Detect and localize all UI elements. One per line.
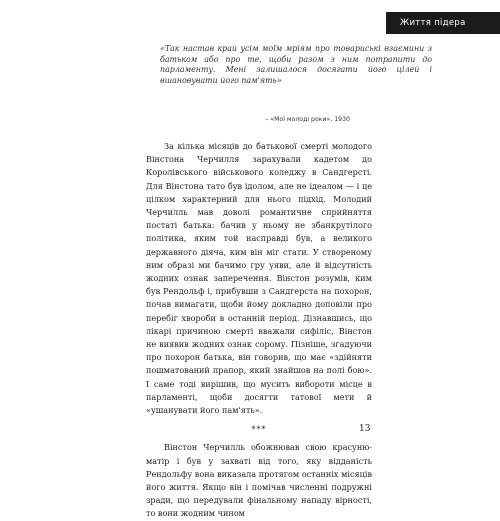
page-number: 13 xyxy=(359,424,371,434)
epigraph-source: – «Мої молоді роки», 1930 xyxy=(265,116,350,123)
body-text xyxy=(146,140,372,521)
paragraph-1: За кілька місяців до батькової смерті молодого Вінстона Черчилля зарахували кадетом до Королівського військового коледжу в Сандгерсті. Для Вінстона тато був ідолом, але не ідеалом — і це цілком характерний для нього підхід. Молодий Черчилль мав доволі романтичне сприйняття постаті батька: бачив у ньому не збанкрутілого політика, яким той насправді був, а великого державного діяча, ким він міг стати. У створеному ним образі ми бачимо гру уяви, але й відсутність жодних ознак заперечення. Вінстон розумів, ким був Рендольф і, прибувши з Сандгерста на похорон, почав вимагати, щоби йому докладно доповіли про перебіг хвороби в останній період. Дізнавшись, що лікарі причиною смерті вважали сифіліс, Вінстон не виявив жодних ознак сорому. Пізніше, згадуючи про похорон батька, він говорив, що має «здійняти пошматований прапор, який знайшов на полі бою». І саме тоді вирішив, що мусить вибороти місце в парламенті, щоби досягти татової мети й «ушанувати його пам'ять». xyxy=(146,141,372,416)
section-separator: *** xyxy=(251,425,267,435)
paragraph-2: Вінстон Черчилль обожнював свою красуню-матір і був у захваті від того, яку відданість Рендольфу вона виказала протягом останніх місяців його життя. Якщо він і помічав численні подружні зради, що передували фінальному нападу вірності, то вони жодним чином xyxy=(146,442,372,519)
running-head: Життя підера xyxy=(386,12,500,34)
epigraph-quote: «Так настав край усім моїм мріям про товариські взаємини з батьком або про те, щоби разом з ним потрапити до парламенту. Мені залишалося досягати його цілей і вшановувати його пам'ять» xyxy=(160,44,432,85)
